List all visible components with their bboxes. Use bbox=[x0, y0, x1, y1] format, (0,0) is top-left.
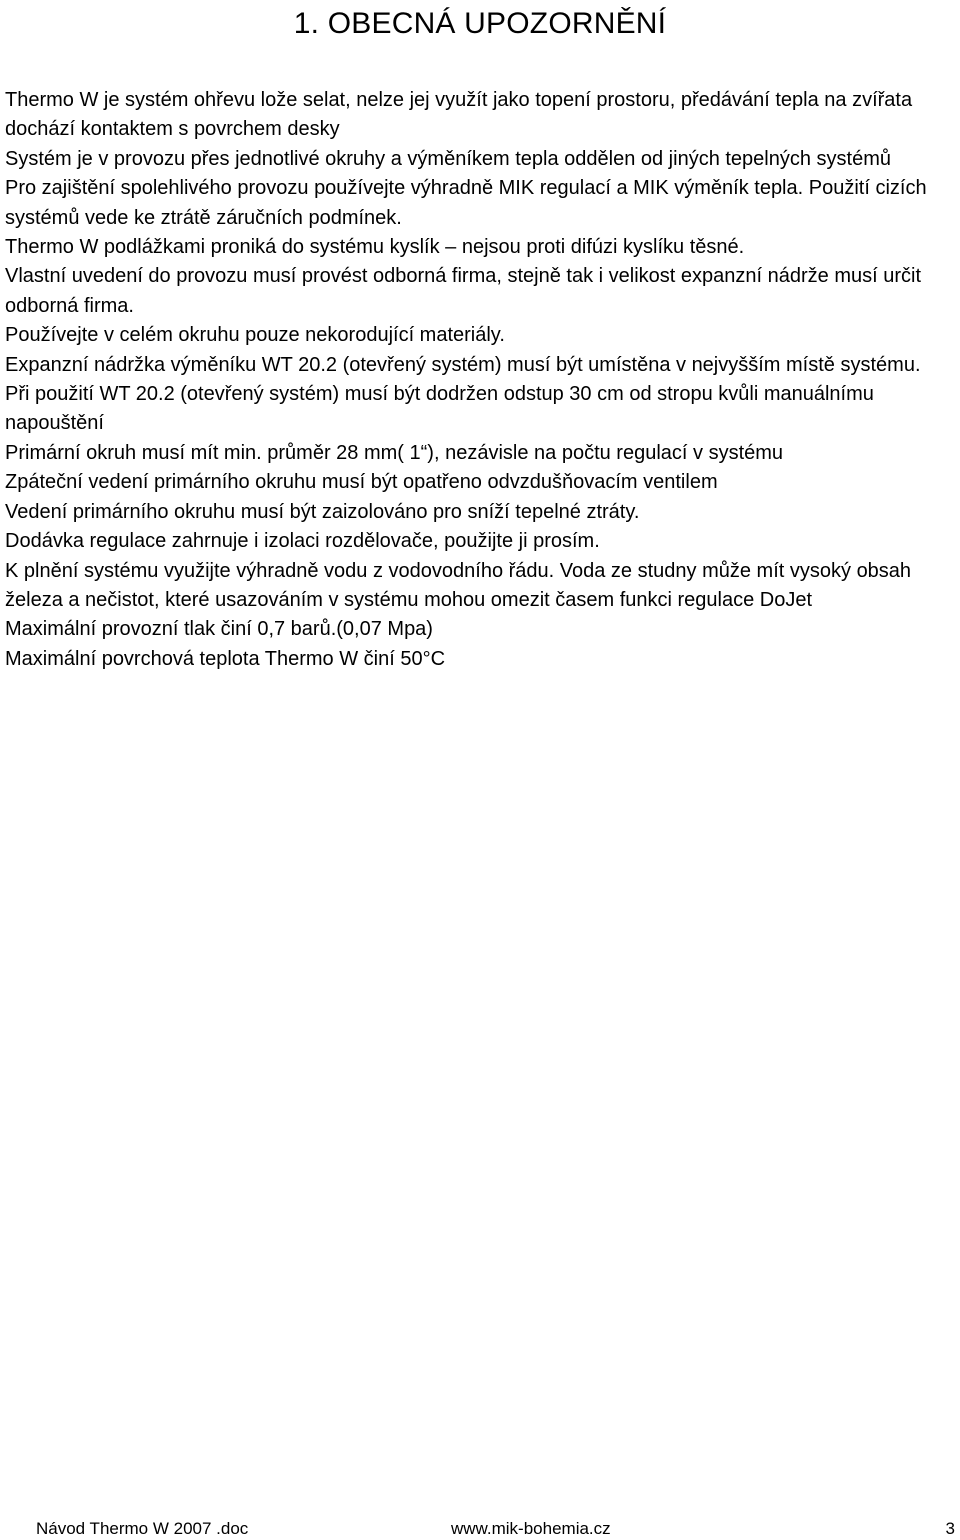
footer-page-number: 3 bbox=[945, 1519, 955, 1538]
paragraph-water-supply: K plnění systému využijte výhradně vodu z vodovodního řádu. Voda ze studny může mít vysoký obsah železa a nečistot, které usazováním v systému mohou omezit časem funkci regulace DoJet bbox=[5, 559, 912, 611]
footer-document-name: Návod Thermo W 2007 .doc bbox=[36, 1519, 249, 1538]
paragraph-heat-exchanger: Systém je v provozu přes jednotlivé okruhy a výměníkem tepla oddělen od jiných tepelných systémů bbox=[5, 147, 892, 170]
paragraph-oxygen-diffusion: Thermo W podlážkami proniká do systému kyslík – nejsou proti difúzi kyslíku těsné. bbox=[5, 236, 745, 259]
paragraph-primary-circuit-diameter: Primární okruh musí mít min. průměr 28 mm( 1“), nezávisle na počtu regulací v systému bbox=[5, 441, 784, 464]
paragraph-expansion-tank: Expanzní nádržka výměníku WT 20.2 (otevřený systém) musí být umístěna v nejvyšším místě systému. bbox=[5, 353, 921, 376]
paragraph-insulation: Vedení primárního okruhu musí být zaizolováno pro sníží tepelné ztráty. bbox=[5, 500, 640, 523]
footer-website: www.mik-bohemia.cz bbox=[451, 1519, 611, 1538]
page-title: 1. OBECNÁ UPOZORNĚNÍ bbox=[293, 7, 667, 40]
paragraph-heating-purpose: Thermo W je systém ohřevu lože selat, nelze jej využít jako topení prostoru, předávání tepla na zvířata dochází kontaktem s povrchem desky bbox=[5, 89, 913, 141]
paragraph-commissioning: Vlastní uvedení do provozu musí provést odborná firma, stejně tak i velikost expanzní nádrže musí určit odborná firma. bbox=[5, 265, 922, 317]
document-body bbox=[5, 86, 950, 674]
paragraph-max-pressure: Maximální provozní tlak činí 0,7 barů.(0,07 Mpa) bbox=[5, 618, 433, 641]
paragraph-mik-regulation: Pro zajištění spolehlivého provozu používejte výhradně MIK regulací a MIK výměník tepla. Použití cizích systémů vede ke ztrátě záručních podmínek. bbox=[5, 177, 927, 229]
page-footer bbox=[0, 1518, 960, 1540]
paragraph-return-venting: Zpáteční vedení primárního okruhu musí být opatřeno odvzdušňovacím ventilem bbox=[5, 471, 718, 494]
paragraph-materials: Používejte v celém okruhu pouze nekorodující materiály. bbox=[5, 324, 505, 347]
paragraph-max-temperature: Maximální povrchová teplota Thermo W činí 50°C bbox=[5, 647, 446, 670]
paragraph-distributor-insulation: Dodávka regulace zahrnuje i izolaci rozdělovače, použijte ji prosím. bbox=[5, 530, 600, 553]
paragraph-ceiling-distance: Při použití WT 20.2 (otevřený systém) musí být dodržen odstup 30 cm od stropu kvůli manuálnímu napouštění bbox=[5, 383, 874, 435]
